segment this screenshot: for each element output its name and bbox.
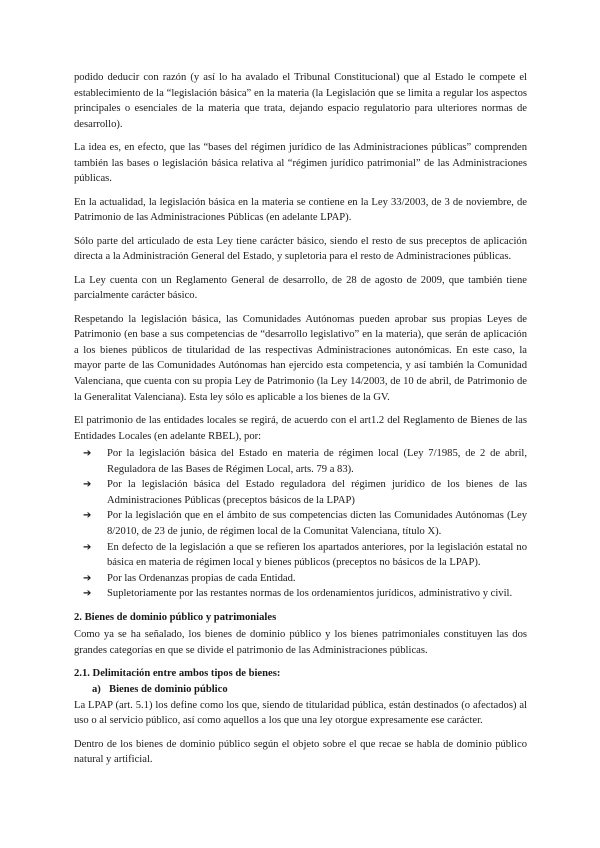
arrow-icon: ➔ [83, 572, 92, 584]
document-page [74, 70, 527, 776]
subsection-a-title: Bienes de dominio público [109, 683, 228, 695]
list-item-text: Supletoriamente por las restantes normas de los ordenamientos jurídicos, administrativo y civil. [107, 588, 513, 600]
list-item [74, 540, 527, 571]
arrow-icon: ➔ [83, 479, 92, 491]
list-item-text: Por las Ordenanzas propias de cada Entidad. [107, 572, 296, 584]
paragraph-legislacion-basica: podido deducir con razón (y así lo ha avalado el Tribunal Constitucional) que al Estado le compete el establecimiento de la “legislación básica” en la materia (la Legislación que se limita a regular los aspectos principales o esenciales de la materia que trata, dejando espacio regulatorio para ulteriores normas de desarrollo). [74, 72, 527, 130]
list-item [74, 508, 527, 539]
arrow-icon: ➔ [83, 448, 92, 460]
arrow-icon: ➔ [83, 510, 92, 522]
list-item [74, 586, 527, 602]
paragraph-caracter-basico: Sólo parte del articulado de esta Ley tiene carácter básico, siendo el resto de sus preceptos de aplicación directa a la Administración General del Estado, y supletoria para el resto de Administraciones públicas. [74, 235, 527, 263]
paragraph-reglamento: La Ley cuenta con un Reglamento General de desarrollo, de 28 de agosto de 2009, que también tiene parcialmente carácter básico. [74, 274, 527, 302]
paragraph-ley-33-2003: En la actualidad, la legislación básica en la materia se contiene en la Ley 33/2003, de 3 de noviembre, de Patrimonio de las Administraciones Públicas (en adelante LPAP). [74, 196, 527, 224]
list-item [74, 446, 527, 477]
section-2-intro: Como ya se ha señalado, los bienes de dominio público y los bienes patrimoniales constituyen las dos grandes categorías en que se divide el patrimonio de las Administraciones públicas. [74, 629, 527, 656]
section-2-heading: 2. Bienes de dominio público y patrimoniales [74, 611, 277, 623]
list-item-text: Por la legislación básica del Estado reguladora del régimen jurídico de los bienes de las Administraciones Públicas (preceptos básicos de la LPAP) [107, 479, 527, 506]
paragraph-dominio-natural-artificial: Dentro de los bienes de dominio público según el objeto sobre el que recae se habla de dominio público natural y artificial. [74, 738, 527, 766]
list-item-text: Por la legislación básica del Estado en materia de régimen local (Ley 7/1985, de 2 de abril, Reguladora de las Bases de Régimen Local, arts. 79 a 83). [107, 448, 527, 475]
list-item [74, 571, 527, 587]
sources-list [74, 446, 527, 602]
list-item-text: Por la legislación que en el ámbito de sus competencias dicten las Comunidades Autónomas (Ley 8/2010, de 23 de junio, de régimen local de la Comunitat Valenciana, título X). [107, 510, 527, 538]
paragraph-idea-bases: La idea es, en efecto, que las “bases del régimen jurídico de las Administraciones públicas” comprenden también las bases o legislación básica relativa al “régimen jurídico patrimonial” de las Administraciones públicas. [74, 142, 527, 185]
paragraph-lpap-definition: La LPAP (art. 5.1) los define como los que, siendo de titularidad pública, están destinados (o afectados) al uso o al servicio público, así como aquellos a los que una ley otorgue expresamente ese carácter. [74, 699, 527, 727]
subsection-a-heading [74, 682, 527, 698]
arrow-icon: ➔ [83, 541, 92, 553]
list-item-text: En defecto de la legislación a que se refieren los apartados anteriores, por la legislación estatal no básica en materia de régimen local y bienes públicos (preceptos no básicos de la LPAP). [107, 541, 527, 569]
section-2-1-heading: 2.1. Delimitación entre ambos tipos de bienes: [74, 668, 281, 680]
subsection-a-letter: a) [92, 683, 101, 695]
arrow-icon: ➔ [83, 588, 92, 600]
paragraph-entidades-locales: El patrimonio de las entidades locales se regirá, de acuerdo con el art1.2 del Reglamento de Bienes de las Entidades Locales (en adelante RBEL), por: [74, 415, 527, 442]
list-item [74, 477, 527, 508]
paragraph-comunidades-autonomas: Respetando la legislación básica, las Comunidades Autónomas pueden aprobar sus propias Leyes de Patrimonio (en base a sus competencias de “desarrollo legislativo” en la materia), que serán de aplicación a los bienes públicos de titularidad de las respectivas Administraciones autonómicas. En este caso, la mayor parte de las Comunidades Autónomas han ejercido esta competencia, y así también la Comunidad Valenciana, que cuenta con su propia Ley de Patrimonio (la Ley 14/2003, de 10 de abril, de Patrimonio de la Generalitat Valenciana). Esta ley sólo es aplicable a los bienes de la GV. [74, 313, 527, 403]
